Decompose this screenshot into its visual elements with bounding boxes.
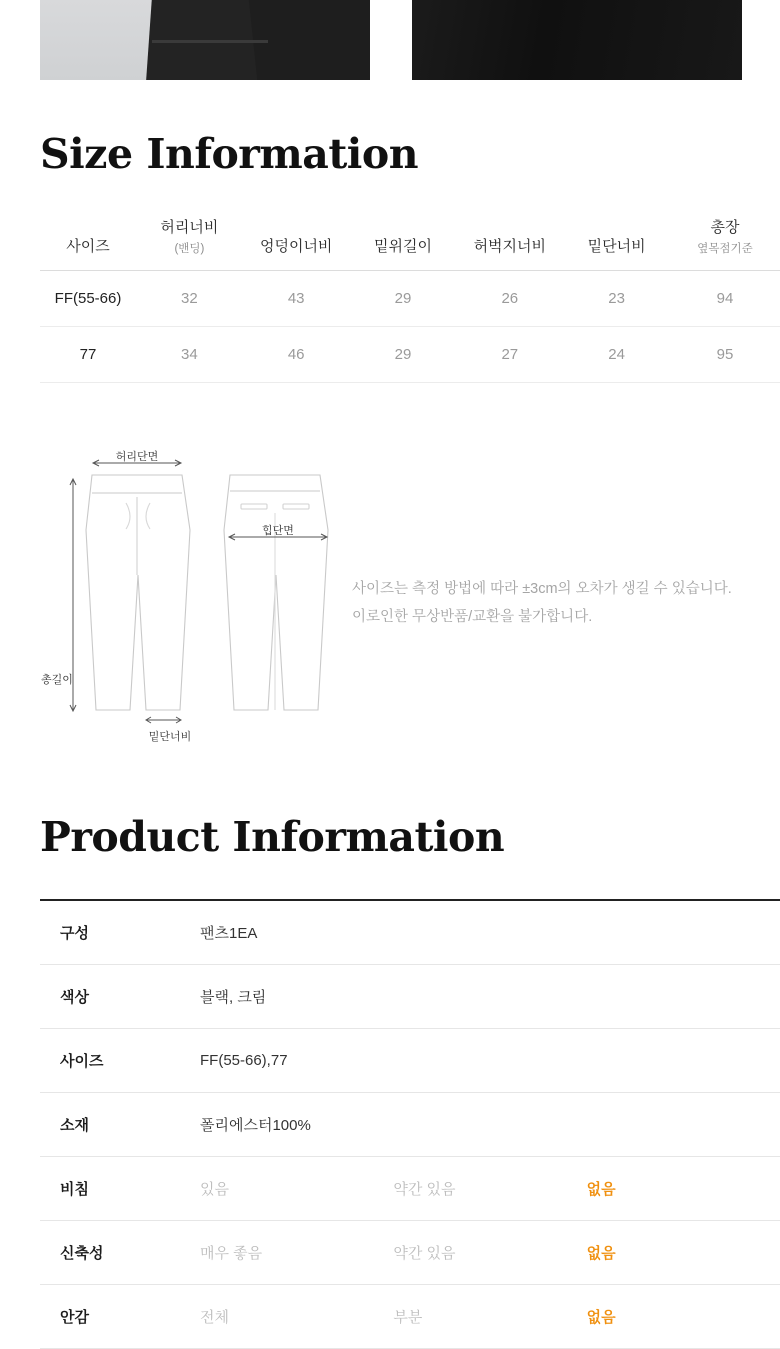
product-photo-right bbox=[412, 0, 742, 80]
table-row bbox=[40, 1157, 780, 1221]
product-row-value: FF(55-66),77 bbox=[200, 1052, 288, 1069]
product-row-label: 비침 bbox=[60, 1181, 89, 1198]
product-row-value: 폴리에스터100% bbox=[200, 1117, 311, 1134]
table-row bbox=[40, 271, 780, 327]
product-row-label: 소재 bbox=[60, 1117, 89, 1134]
diagram-label-total-length: 총길이 bbox=[41, 674, 73, 686]
size-note bbox=[352, 575, 762, 632]
product-row-value: 팬츠1EA bbox=[200, 925, 258, 942]
size-cell: 23 bbox=[563, 271, 670, 327]
size-row-label: FF(55-66) bbox=[40, 271, 136, 327]
size-col-header-hem bbox=[563, 210, 670, 271]
size-col-label: 엉덩이너비 bbox=[259, 238, 333, 255]
pants-measurement-diagram-icon bbox=[30, 425, 360, 755]
size-cell: 46 bbox=[243, 327, 350, 383]
size-col-header-hip bbox=[243, 210, 350, 271]
size-col-label: 사이즈 bbox=[66, 238, 110, 255]
size-cell: 29 bbox=[350, 327, 457, 383]
product-information-header bbox=[0, 813, 780, 861]
product-option: 약간 있음 bbox=[393, 1181, 456, 1198]
size-col-sublabel: (밴딩) bbox=[174, 243, 205, 255]
size-note-line-1: 사이즈는 측정 방법에 따라 ±3cm의 오차가 생길 수 있습니다. bbox=[352, 581, 732, 597]
size-cell: 29 bbox=[350, 271, 457, 327]
size-col-sublabel: 옆목점기준 bbox=[697, 243, 753, 255]
product-option: 약간 있음 bbox=[393, 1245, 456, 1262]
table-row bbox=[40, 965, 780, 1029]
product-option-selected: 없음 bbox=[586, 1309, 616, 1326]
table-row bbox=[40, 900, 780, 965]
product-option: 전체 bbox=[200, 1309, 229, 1326]
product-row-label: 색상 bbox=[60, 989, 89, 1006]
size-cell: 24 bbox=[563, 327, 670, 383]
product-photo-left bbox=[40, 0, 370, 80]
size-col-header-thigh bbox=[456, 210, 563, 271]
product-information-table bbox=[40, 899, 780, 1349]
size-table bbox=[40, 210, 780, 383]
size-col-label: 밑단너비 bbox=[587, 238, 646, 255]
table-row bbox=[40, 1093, 780, 1157]
product-table-container bbox=[40, 899, 780, 1349]
size-information-title: Size Information bbox=[40, 130, 419, 178]
size-col-header-waist bbox=[136, 210, 243, 271]
size-col-label: 총장 bbox=[710, 219, 740, 236]
size-cell: 43 bbox=[243, 271, 350, 327]
product-row-value: 블랙, 크림 bbox=[200, 989, 267, 1006]
table-row bbox=[40, 327, 780, 383]
product-option: 부분 bbox=[393, 1309, 423, 1326]
size-col-header-size bbox=[40, 210, 136, 271]
size-cell: 26 bbox=[456, 271, 563, 327]
photo-left-shape-hem bbox=[152, 40, 268, 43]
size-cell: 27 bbox=[456, 327, 563, 383]
table-row bbox=[40, 1285, 780, 1349]
table-row bbox=[40, 1221, 780, 1285]
product-option-selected: 없음 bbox=[586, 1245, 616, 1262]
size-row-label: 77 bbox=[40, 327, 136, 383]
size-table-header-row bbox=[40, 210, 780, 271]
photo-right-shape-fabric bbox=[412, 0, 742, 80]
product-row-label: 안감 bbox=[60, 1309, 89, 1326]
product-row-label: 구성 bbox=[60, 925, 89, 942]
size-col-label: 허벅지너비 bbox=[473, 238, 547, 255]
size-cell: 32 bbox=[136, 271, 243, 327]
product-photo-strip bbox=[0, 0, 780, 80]
size-col-label: 허리너비 bbox=[160, 219, 219, 236]
size-note-line-2: 이로인한 무상반품/교환을 불가합니다. bbox=[352, 609, 593, 626]
product-row-label: 신축성 bbox=[60, 1245, 104, 1262]
size-table-container bbox=[40, 210, 780, 383]
size-col-header-rise bbox=[350, 210, 457, 271]
product-option-selected: 없음 bbox=[586, 1181, 616, 1198]
diagram-label-hem: 밑단너비 bbox=[148, 731, 192, 743]
diagram-label-waist: 허리단면 bbox=[115, 451, 159, 463]
diagram-label-hip: 힙단면 bbox=[262, 525, 294, 537]
size-col-label: 밑위길이 bbox=[374, 238, 432, 255]
size-cell: 95 bbox=[670, 327, 780, 383]
size-cell: 34 bbox=[136, 327, 243, 383]
product-row-label: 사이즈 bbox=[60, 1053, 104, 1070]
measurement-diagram-area bbox=[0, 425, 780, 755]
size-cell: 94 bbox=[670, 271, 780, 327]
product-information-title: Product Information bbox=[40, 813, 505, 861]
size-col-header-length bbox=[670, 210, 780, 271]
product-option: 매우 좋음 bbox=[200, 1245, 263, 1262]
product-option: 있음 bbox=[200, 1181, 229, 1198]
table-row bbox=[40, 1029, 780, 1093]
